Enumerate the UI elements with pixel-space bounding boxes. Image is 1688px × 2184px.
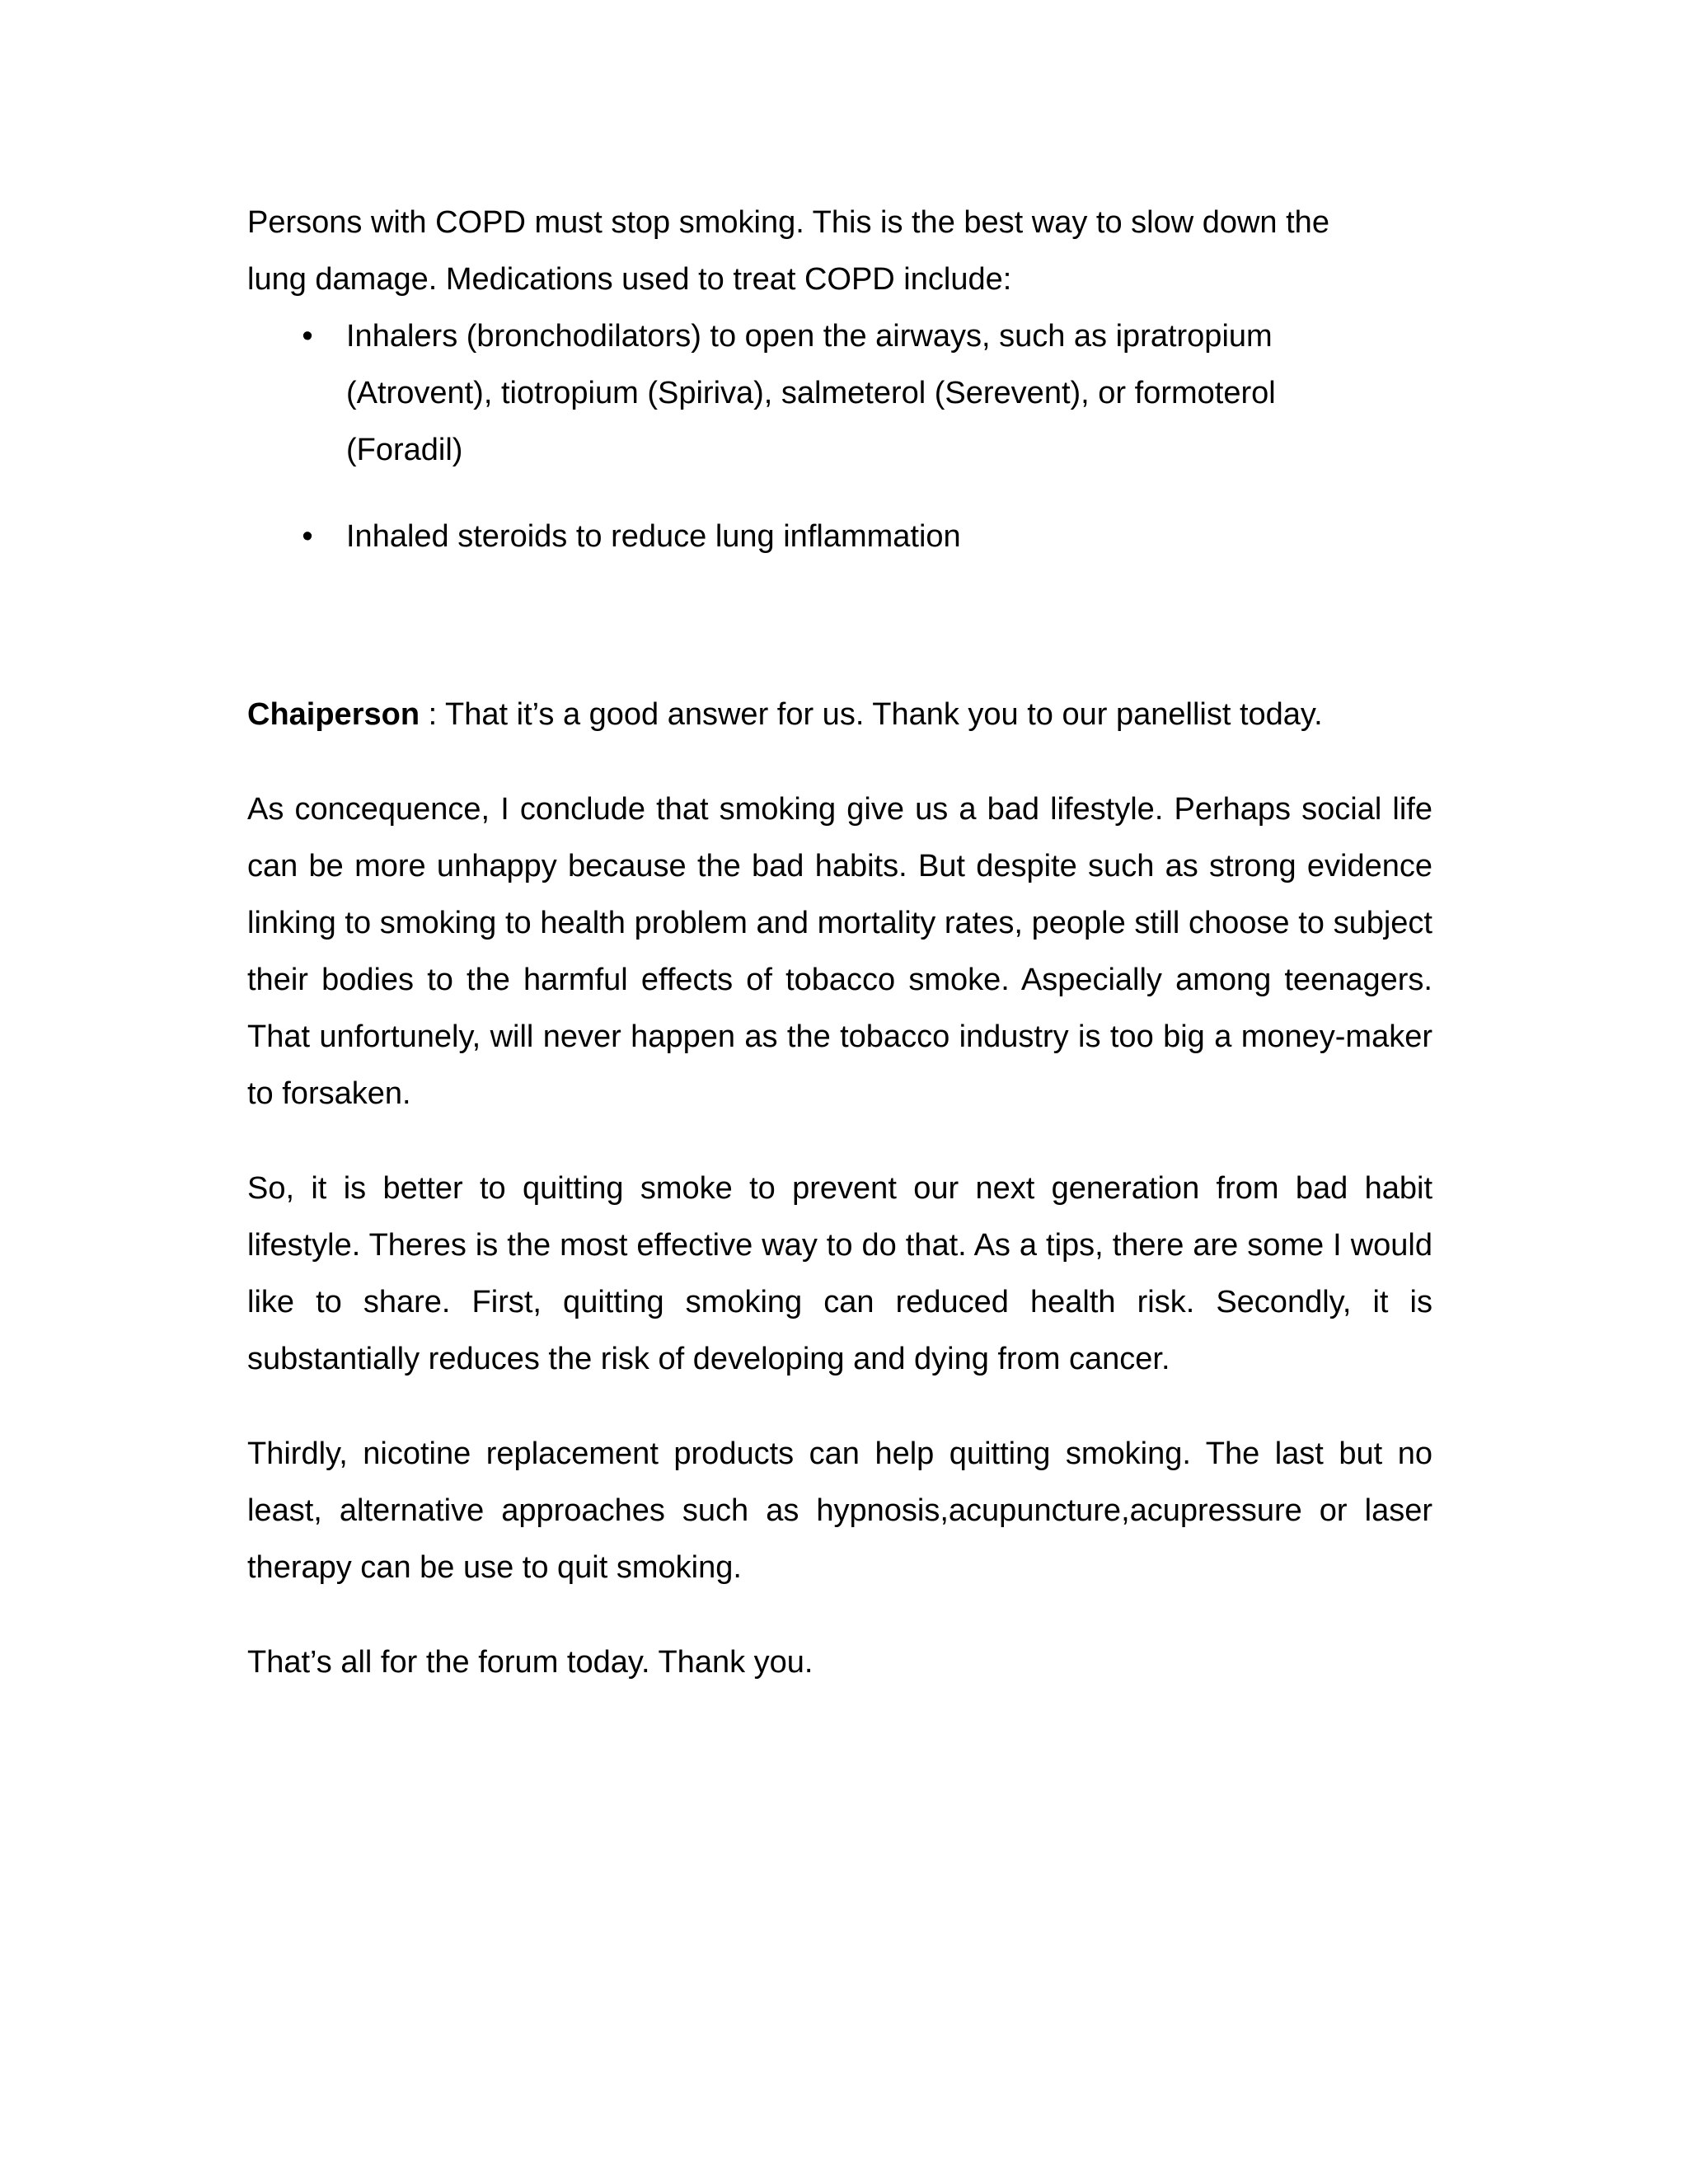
list-item-line-1: Inhaled steroids to reduce lung inflammation bbox=[346, 519, 961, 554]
closing-paragraph: That’s all for the forum today. Thank you. bbox=[247, 1645, 814, 1680]
speaker-name: Chaiperson bbox=[247, 697, 420, 732]
chairperson-statement bbox=[247, 687, 1432, 743]
chairperson-text: : That it’s a good answer for us. Thank you to our panellist today. bbox=[420, 697, 1323, 732]
list-item-line-2: (Atrovent), tiotropium (Spiriva), salmeterol (Serevent), or formoterol bbox=[346, 376, 1276, 410]
quitting-tips-paragraph: So, it is better to quitting smoke to prevent our next generation from bad habit lifestyle. Theres is the most effective way to do that. As a tips, there are some I would like to share. First, quitting smoking can reduced health risk. Secondly, it is substantially reduces the risk of developing and dying from cancer. bbox=[247, 1171, 1432, 1376]
intro-paragraph bbox=[247, 194, 1432, 308]
intro-line-1: Persons with COPD must stop smoking. This is the best way to slow down the bbox=[247, 205, 1329, 240]
bullet-icon: • bbox=[302, 319, 313, 354]
document-body bbox=[247, 194, 1432, 1691]
conclusion-paragraph: As concequence, I conclude that smoking give us a bad lifestyle. Perhaps social life can be more unhappy because the bad habits. But despite such as strong evidence linking to smoking to health problem and mortality rates, people still choose to subject their bodies to the harmful effects of tobacco smoke. Aspecially among teenagers. That unfortunely, will never happen as the tobacco industry is too big a money-maker to forsaken. bbox=[247, 792, 1432, 1111]
list-item-line-1: Inhalers (bronchodilators) to open the airways, such as ipratropium bbox=[346, 319, 1273, 354]
medication-list bbox=[247, 308, 1432, 565]
list-item bbox=[247, 509, 1350, 565]
bullet-icon: • bbox=[302, 519, 313, 554]
list-item bbox=[247, 308, 1350, 479]
list-item-line-3: (Foradil) bbox=[346, 433, 463, 467]
intro-line-2: lung damage. Medications used to treat COPD include: bbox=[247, 262, 1012, 297]
alternatives-paragraph: Thirdly, nicotine replacement products can help quitting smoking. The last but no least, alternative approaches such as hypnosis,acupuncture,acupressure or laser therapy can be use to quit smoking. bbox=[247, 1436, 1432, 1585]
